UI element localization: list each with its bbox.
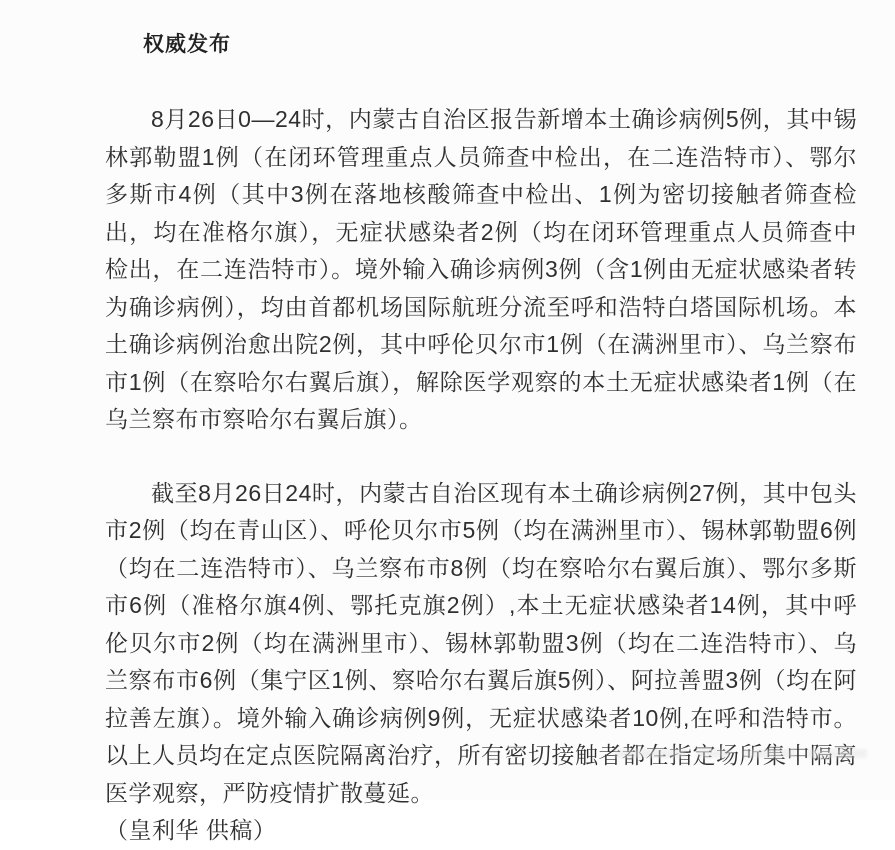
page-title: 权威发布 [143,33,231,56]
paragraph-daily-report: 8月26日0—24时，内蒙古自治区报告新增本土确诊病例5例，其中锡林郭勒盟1例（在闭环管理重点人员筛查中检出，在二连浩特市）、鄂尔多斯市4例（其中3例在落地核酸筛查中检出、1例为密切接触者筛查检出，均在准格尔旗），无症状感染者2例（均在闭环管理重点人员筛查中检出，在二连浩特市）。境外输入确诊病例3例（含1例由无症状感染者转为确诊病例），均由首都机场国际航班分流至呼和浩特白塔国际机场。本土确诊病例治愈出院2例，其中呼伦贝尔市1例（在满洲里市）、乌兰察布市1例（在察哈尔右翼后旗），解除医学观察的本土无症状感染者1例（在乌兰察布市察哈尔右翼后旗）。 [105,106,857,432]
document-content [105,28,857,850]
watermark [615,749,867,758]
paragraph-cumulative-status: 截至8月26日24时，内蒙古自治区现有本土确诊病例27例，其中包头市2例（均在青山区）、呼伦贝尔市5例（均在满洲里市）、锡林郭勒盟6例（均在二连浩特市）、乌兰察布市8例（均在察哈尔右翼后旗）、鄂尔多斯市6例（准格尔旗4例、鄂托克旗2例）,本土无症状感染者14例，其中呼伦贝尔市2例（均在满洲里市）、锡林郭勒盟3例（均在二连浩特市）、乌兰察布市6例（集宁区1例、察哈尔右翼后旗5例）、阿拉善盟3例（均在阿拉善左旗）。境外输入确诊病例9例，无症状感染者10例,在呼和浩特市。以上人员均在定点医院隔离治疗，所有密切接触者都在指定场所集中隔离医学观察，严防疫情扩散蔓延。 [105,479,857,806]
byline: （皇利华 供稿） [105,817,277,843]
